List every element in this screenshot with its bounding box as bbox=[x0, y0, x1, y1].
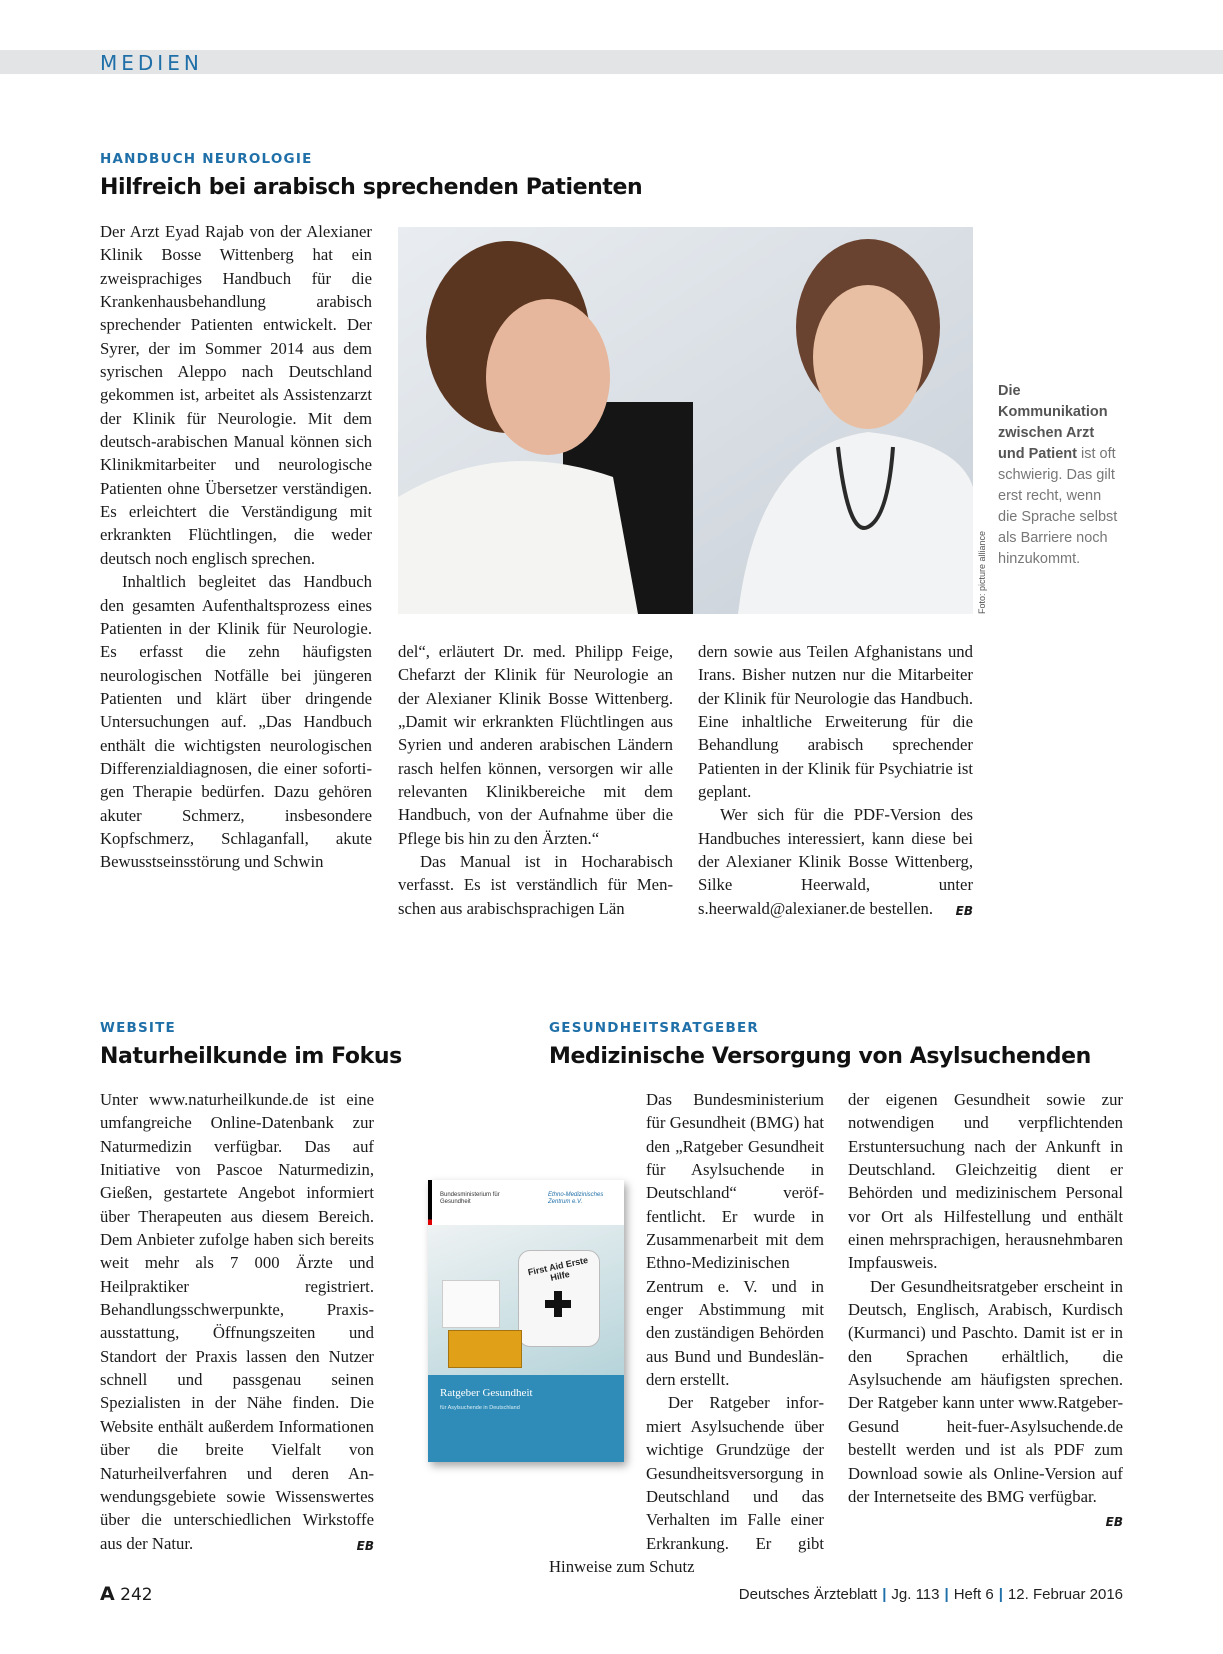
journal-issue: Heft 6 bbox=[953, 1586, 994, 1603]
article3-paragraph bbox=[848, 1275, 1123, 1530]
article3-kicker: GESUNDHEITSRATGEBER bbox=[549, 1020, 759, 1036]
article1-paragraph bbox=[698, 803, 973, 920]
article1-paragraph: del“, erläutert Dr. med. Philipp Feige, Chefarzt der Klinik für Neurologie an der Alexianer Klinik Bosse Wittenberg. „Damit wir erkrankten Flüchtlingen aus Syrien und anderen arabischen Ländern rasch helfen können, versorgen wir alle relevanten Klinikbereiche mit dem Handbuch, von der Aufnahme über die Pflege bis hin zu den Ärzten.“ bbox=[398, 642, 673, 848]
bag-label: First Aid Erste Hilfe bbox=[526, 1254, 589, 1283]
page-number bbox=[100, 1583, 153, 1605]
page-prefix: A bbox=[100, 1583, 115, 1605]
article1-paragraph: Inhaltlich begleitet das Handbuch den gesamten Aufenthaltsprozess eines Patienten in der Klinik für Neurologie. Es erfasst die zehn häufigsten neurologischen Notfälle bei jüngeren Patienten und klärt über dringende Untersuchungen auf. „Das Handbuch enthält die wichtigsten neurologischen Differenzialdiagnosen, die einer sofortigen Therapie bedürfen. Dazu gehören akuter Schmerz, insbesondere Kopfschmerz, Schlaganfall, akute Bewusstseinsstörung und Schwin bbox=[100, 572, 372, 872]
caption-emphasis: Die Kommunikation zwischen Arzt und Patient bbox=[998, 383, 1108, 462]
article2-paragraph bbox=[100, 1088, 374, 1555]
journal-info: Deutsches Ärzteblatt | Jg. 113 | Heft 6 | 12. Februar 2016 bbox=[738, 1586, 1123, 1603]
article1-headline: Hilfreich bei arabisch sprechenden Patienten bbox=[100, 175, 643, 200]
article2-headline: Naturheilkunde im Fokus bbox=[100, 1044, 402, 1069]
article2-text: Unter www.naturheilkunde.de ist eine umfangreiche Online-Datenbank zur Naturmedizin verfügbar. Das auf Initiative von Pascoe Naturmedizin, Gießen, gestartete Angebot informiert über Therapeuten aus diesem Bereich. Dem Anbieter zufolge haben sich bereits weit mehr als 7 000 Ärzte und Heilpraktiker registriert. Behandlungsschwerpunkte, Praxisausstattung, Öffnungszeiten und Standort der Praxis lassen den Nutzer schnell und passgenau seinen Spezialisten in der Nähe finden. Die Website enthält außerdem Informationen über die breite Vielfalt von Naturheilverfahren und deren Anwendungsgebiete sowie Wissenswertes über die unterschiedlichen Wirkstoffe aus der Natur. bbox=[100, 1090, 374, 1553]
article1-last-text: Wer sich für die PDF-Version des Handbuches interessiert, kann diese bei der Alexianer Klinik Bosse Wittenberg, Silke Heerwald, unter s.heerwald@alexianer.de bestellen. bbox=[698, 805, 973, 918]
article3-paragraph: Der Ratgeber informiert Asylsuchende über wichtige Grundzüge der Gesundheitsversorgung in Deutschland und das Verhalten im Falle einer Erkrankung. Er gibt Hinweise zum Schutz bbox=[549, 1393, 824, 1576]
article3-signature: EB bbox=[1105, 1515, 1123, 1530]
section-label: MEDIEN bbox=[100, 51, 203, 75]
article1-column-1 bbox=[100, 220, 372, 874]
caption-text: ist oft schwierig. Das gilt erst recht, wenn die Sprache selbst als Barriere noch hinzukommt. bbox=[998, 446, 1118, 567]
journal-name: Deutsches Ärzteblatt bbox=[738, 1586, 878, 1603]
article1-signature: EB bbox=[955, 903, 973, 918]
cover-ministry: Bundesministerium für Gesundheit bbox=[440, 1192, 500, 1205]
article1-column-3 bbox=[698, 640, 973, 923]
article3-paragraph: Das Bundesministerium für Gesundheit (BMG) hat den „Ratgeber Gesundheit für Asylsuchende in Deutschland“ veröffentlicht. Er wurde in Zusammenarbeit mit dem Ethno-Medizinischen Zentrum e. V. und in enger Abstimmung mit den zuständigen Behörden aus Bund und Bundesländern erstellt. bbox=[646, 1090, 824, 1390]
article3-column-1 bbox=[549, 1088, 824, 1578]
page-number-value: 242 bbox=[120, 1585, 153, 1605]
photo-credit: Foto: picture alliance bbox=[977, 530, 987, 614]
cover-title: Ratgeber Gesundheit bbox=[440, 1387, 533, 1399]
article1-paragraph: dern sowie aus Teilen Afghanistans und Irans. Bisher nutzen nur die Mitarbeiter der Klinik für Neurologie das Handbuch. Eine inhaltliche Erweiterung für die Behandlung arabisch sprechender Patienten in der Klinik für Psychiatrie ist geplant. bbox=[698, 642, 973, 802]
journal-volume: Jg. 113 bbox=[891, 1586, 940, 1603]
article1-paragraph: Das Manual ist in Hocharabisch verfasst. Es ist verständlich für Menschen aus arabischsprachigen Län bbox=[398, 852, 673, 918]
article3-headline: Medizinische Versorgung von Asylsuchenden bbox=[549, 1044, 1091, 1069]
article2-signature: EB bbox=[356, 1538, 374, 1553]
article1-paragraph: Der Arzt Eyad Rajab von der Alexianer Klinik Bosse Wittenberg hat ein zweisprachiges Handbuch für die Krankenhausbehandlung arabisch sprechender Patienten entwickelt. Der Syrer, der im Sommer 2014 aus dem syrischen Aleppo nach Deutschland gekommen ist, arbeitet als Assistenzarzt der Klinik für Neurologie. Mit dem deutsch-arabischen Manual können sich Klinikmitarbeiter und neurologische Patienten ohne Übersetzer verständigen. Es erleichtert die Verständigung mit erkrankten Flüchtlingen, die weder deutsch noch englisch sprechen. bbox=[100, 222, 372, 568]
article1-kicker: HANDBUCH NEUROLOGIE bbox=[100, 151, 313, 167]
cover-partner: Ethno-Medizinisches Zentrum e.V. bbox=[548, 1192, 604, 1205]
photo-illustration bbox=[398, 227, 973, 614]
vaccination-card bbox=[448, 1330, 522, 1368]
medicine-box bbox=[442, 1280, 500, 1328]
photo-caption bbox=[998, 381, 1120, 570]
journal-date: 12. Februar 2016 bbox=[1007, 1586, 1123, 1603]
image-wrap-spacer bbox=[549, 1134, 646, 1533]
article2-kicker: WEBSITE bbox=[100, 1020, 176, 1036]
article3-column-2 bbox=[848, 1088, 1123, 1535]
article1-column-2 bbox=[398, 640, 673, 920]
cover-subtitle: für Asylsuchende in Deutschland bbox=[440, 1405, 520, 1411]
article3-paragraph: der eigenen Gesundheit sowie zur notwendigen und verpflichtenden Erstuntersuchung nach der Ankunft in Deutschland. Gleichzeitig dient er Behörden und medizinischem Personal vor Ort als Hilfestellung und enthält einen mehrsprachigen, herausnehmbaren Impfausweis. bbox=[848, 1090, 1123, 1273]
doctor-patient-photo bbox=[398, 227, 973, 614]
article2-column bbox=[100, 1088, 374, 1558]
article3-last-text: Der Gesundheitsratgeber erscheint in Deutsch, Englisch, Arabisch, Kurdisch (Kurmanci) und Paschto. Damit ist er in den Sprachen erhältlich, die Asylsuchende am häufigsten sprechen. Der Ratgeber kann unter www.Ratgeber-Gesund heit-fuer-Asylsuchende.de bestellt werden und ist als PDF zum Download sowie als Online-Version auf der Internetseite des BMG verfügbar. bbox=[848, 1276, 1123, 1506]
